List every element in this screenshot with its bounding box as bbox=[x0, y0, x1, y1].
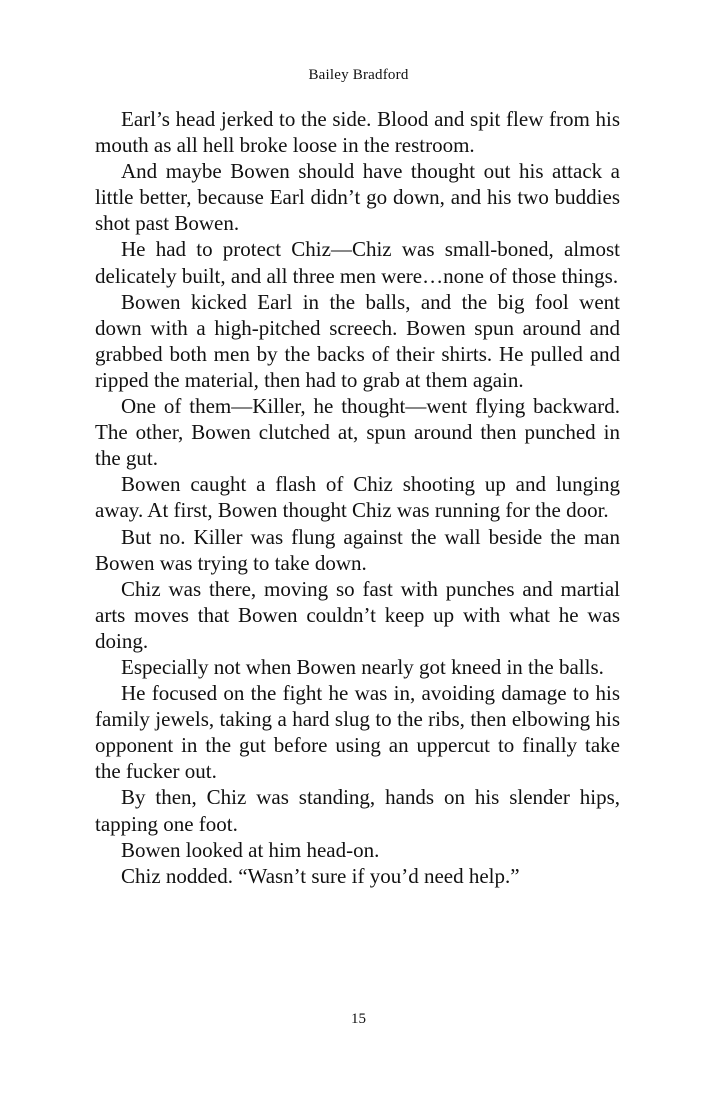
paragraph: Chiz nodded. “Wasn’t sure if you’d need help.” bbox=[121, 863, 520, 888]
paragraph: He focused on the fight he was in, avoiding damage to his family jewels, taking a hard slug to the ribs, then elbowing his opponent in the gut before using an uppercut to finally take the fucker out. bbox=[95, 681, 620, 784]
body-text bbox=[95, 106, 620, 889]
paragraph: Especially not when Bowen nearly got kneed in the balls. bbox=[121, 654, 604, 679]
paragraph: And maybe Bowen should have thought out his attack a little better, because Earl didn’t go down, and his two buddies shot past Bowen. bbox=[95, 159, 620, 236]
paragraph: He had to protect Chiz—Chiz was small-boned, almost delicately built, and all three men were…none of those things. bbox=[95, 237, 620, 288]
running-head: Bailey Bradford bbox=[308, 67, 409, 83]
paragraph: But no. Killer was flung against the wall beside the man Bowen was trying to take down. bbox=[95, 524, 620, 575]
paragraph: Bowen looked at him head-on. bbox=[121, 837, 380, 862]
paragraph: By then, Chiz was standing, hands on his slender hips, tapping one foot. bbox=[95, 785, 620, 836]
paragraph: Chiz was there, moving so fast with punches and martial arts moves that Bowen couldn’t keep up with what he was doing. bbox=[95, 576, 620, 653]
page-number: 15 bbox=[351, 1011, 366, 1027]
paragraph: One of them—Killer, he thought—went flying backward. The other, Bowen clutched at, spun around then punched in the gut. bbox=[95, 394, 620, 471]
paragraph: Bowen kicked Earl in the balls, and the big fool went down with a high-pitched screech. Bowen spun around and grabbed both men by the backs of their shirts. He pulled and ripped the material, then had to grab at them again. bbox=[95, 289, 620, 392]
paragraph: Earl’s head jerked to the side. Blood and spit flew from his mouth as all hell broke loose in the restroom. bbox=[95, 107, 620, 158]
paragraph: Bowen caught a flash of Chiz shooting up and lunging away. At first, Bowen thought Chiz was running for the door. bbox=[95, 472, 620, 523]
